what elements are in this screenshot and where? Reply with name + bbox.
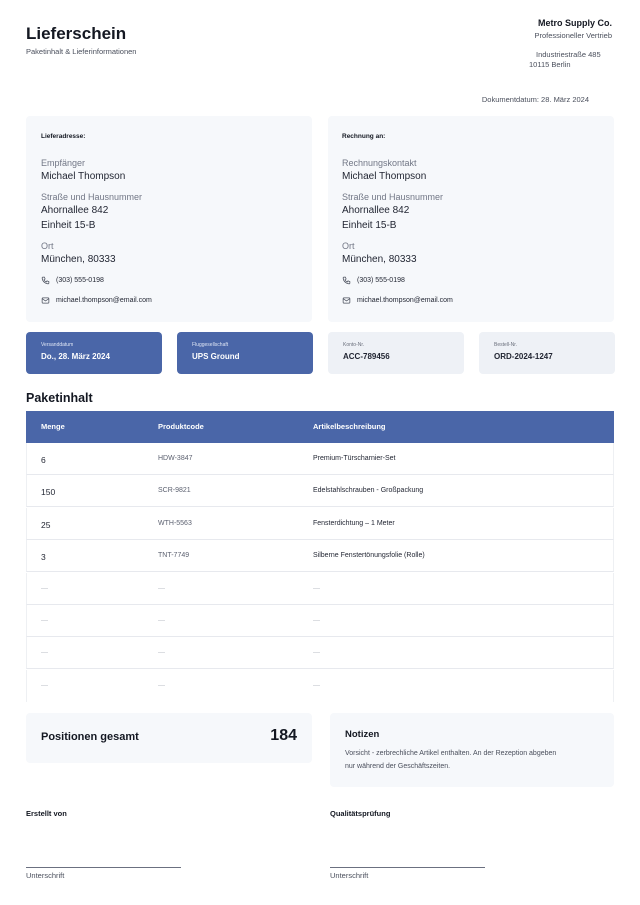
billing-city-value: München, 80333 [342,254,417,265]
billing-street-line-1: Ahornallee 842 [342,205,410,216]
quality-check-label: Qualitätsprüfung [330,809,391,818]
mail-icon [342,296,351,305]
table-row [26,475,614,507]
company-name: Metro Supply Co. [538,18,612,28]
phone-icon [41,276,50,285]
company-city: 10115 Berlin [529,60,571,69]
billing-email-text: michael.thompson@email.com [357,297,453,304]
quality-check-signature-line[interactable] [330,867,485,868]
qty-cell: — [41,649,48,656]
carrier-value: UPS Ground [192,352,240,361]
desc-cell: Silberne Fenstertönungsfolie (Rolle) [313,552,425,559]
recipient-value: Michael Thompson [41,171,126,182]
delivery-phone-text: (303) 555-0198 [56,277,104,284]
col-qty-header: Menge [41,422,65,431]
qty-cell: — [41,617,48,624]
qty-cell: 3 [41,552,46,562]
code-cell: HDW-3847 [158,455,193,462]
order-value: ORD-2024-1247 [494,352,553,361]
total-label: Positionen gesamt [41,731,139,743]
street-line-1: Ahornallee 842 [41,205,109,216]
notes-text-line-1: Vorsicht - zerbrechliche Artikel enthalten. An der Rezeption abgeben [345,750,557,757]
created-by-label: Erstellt von [26,809,67,818]
table-row [26,540,614,572]
carrier-tile [177,332,313,374]
account-label: Konto-Nr. [343,342,365,348]
ship-date-label: Versanddatum [41,342,74,348]
notes-heading: Notizen [345,729,380,740]
table-header [26,411,614,443]
notes-box [330,713,614,787]
notes-text-line-2: nur während der Geschäftszeiten. [345,763,451,770]
code-cell: TNT-7749 [158,552,190,559]
carrier-label: Fluggesellschaft [192,342,229,348]
delivery-address-card [26,116,312,322]
code-cell: — [158,682,165,689]
table-row-empty [26,573,614,605]
order-tile [479,332,615,374]
company-tagline: Professioneller Vertrieb [534,31,612,40]
total-box [26,713,312,763]
qty-cell: — [41,682,48,689]
desc-cell: Edelstahlschrauben - Großpackung [313,487,424,494]
billing-contact-label: Rechnungskontakt [342,158,417,168]
delivery-email [41,296,152,305]
document-title: Lieferschein [26,24,127,43]
delivery-heading: Lieferadresse: [41,133,86,140]
desc-cell: — [313,682,320,689]
billing-phone-text: (303) 555-0198 [357,277,405,284]
city-value: München, 80333 [41,254,116,265]
qty-cell: 150 [41,487,56,497]
qty-cell: 25 [41,520,51,530]
recipient-label: Empfänger [41,158,86,168]
table-row-empty [26,605,614,637]
created-by-caption: Unterschrift [26,871,65,880]
billing-card [328,116,614,322]
desc-cell: Premium-Türscharnier-Set [313,455,396,462]
desc-cell: — [313,617,320,624]
desc-cell: — [313,585,320,592]
account-value: ACC-789456 [343,352,390,361]
mail-icon [41,296,50,305]
code-cell: — [158,649,165,656]
quality-check-caption: Unterschrift [330,871,369,880]
qty-cell: — [41,585,48,592]
table-row [26,508,614,540]
col-code-header: Produktcode [158,422,204,431]
order-label: Bestell-Nr. [494,342,518,348]
qty-cell: 6 [41,455,46,465]
billing-email [342,296,453,305]
total-value: 184 [270,727,297,744]
desc-cell: — [313,649,320,656]
code-cell: SCR-9821 [158,487,191,494]
billing-street-label: Straße und Hausnummer [342,192,444,202]
account-tile [328,332,464,374]
delivery-phone [41,276,104,285]
desc-cell: Fensterdichtung – 1 Meter [313,520,395,527]
table-row-empty [26,670,614,702]
ship-date-value: Do., 28. März 2024 [41,352,110,361]
billing-street-line-2: Einheit 15-B [342,220,397,231]
document-date: Dokumentdatum: 28. März 2024 [481,95,589,104]
city-label: Ort [41,241,54,251]
ship-date-tile [26,332,162,374]
table-row-empty [26,637,614,669]
col-desc-header: Artikelbeschreibung [313,422,386,431]
delivery-email-text: michael.thompson@email.com [56,297,152,304]
document-subtitle: Paketinhalt & Lieferinformationen [26,47,137,56]
company-street: Industriestraße 485 [536,50,601,59]
billing-city-label: Ort [342,241,355,251]
billing-contact-value: Michael Thompson [342,171,427,182]
code-cell: — [158,585,165,592]
street-line-2: Einheit 15-B [41,220,96,231]
code-cell: — [158,617,165,624]
code-cell: WTH-5563 [158,520,192,527]
table-row [26,443,614,475]
contents-heading: Paketinhalt [26,391,93,405]
street-label: Straße und Hausnummer [41,192,143,202]
phone-icon [342,276,351,285]
created-by-signature-line[interactable] [26,867,181,868]
billing-heading: Rechnung an: [342,133,386,140]
billing-phone [342,276,405,285]
